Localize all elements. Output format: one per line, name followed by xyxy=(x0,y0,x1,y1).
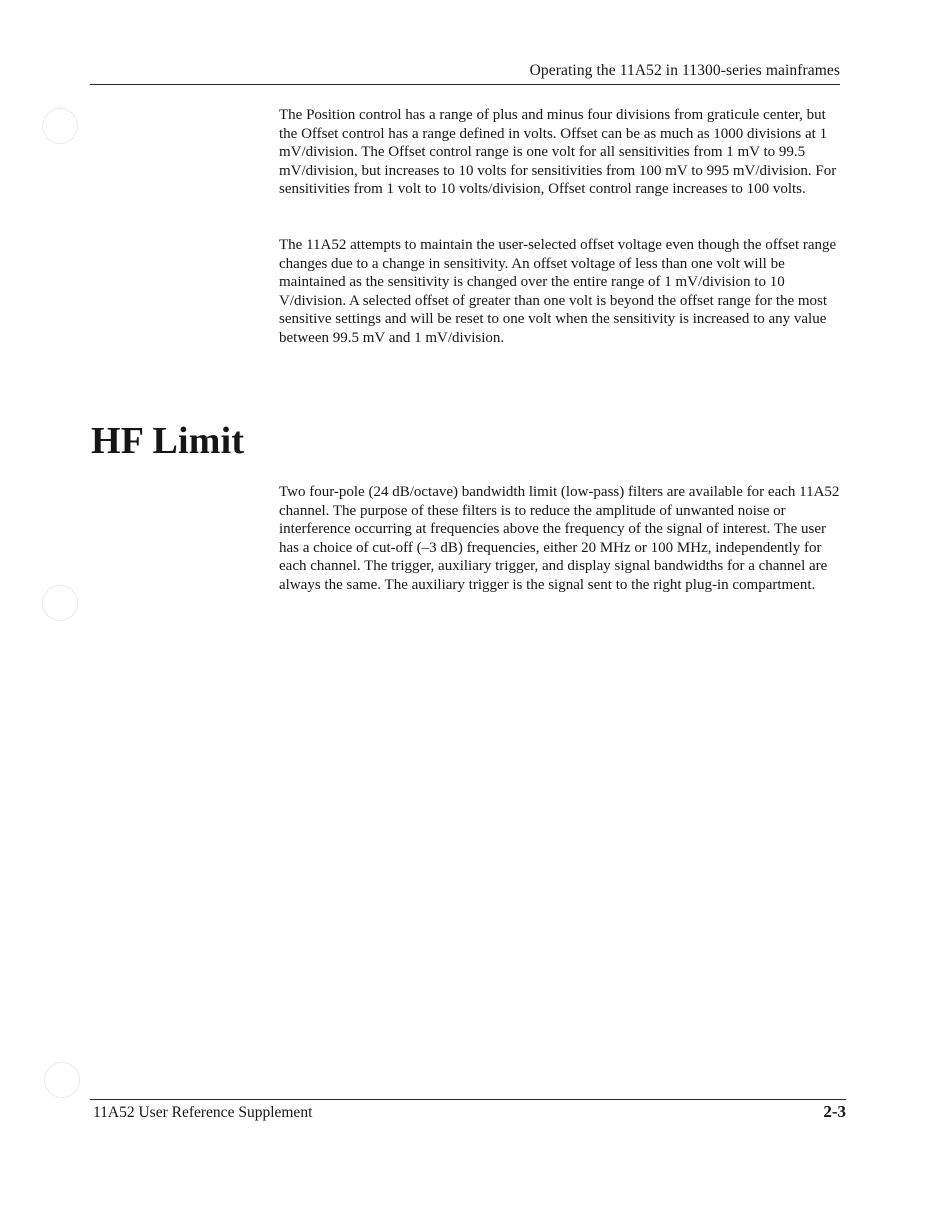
body-paragraph-hf-limit: Two four-pole (24 dB/octave) bandwidth limit (low-pass) filters are available for each 11A52 channel. The purpose of these filters is to reduce the amplitude of unwanted noise or interference occurring at frequencies above the frequency of the signal of interest. The user has a choice of cut-off (–3 dB) frequencies, either 20 MHz or 100 MHz, independently for each channel. The trigger, auxiliary trigger, and display signal bandwidths for a channel are always the same. The auxiliary trigger is the signal sent to the right plug-in compartment. xyxy=(279,484,840,593)
header-rule xyxy=(90,84,840,85)
body-paragraph-offset-range: The Position control has a range of plus and minus four divisions from graticule center, but the Offset control has a range defined in volts. Offset can be as much as 1000 divisions at 1 mV/division. The Offset control range is one volt for all sensitivities from 1 mV to 99.5 mV/division, but increases to 10 volts for sensitivities from 100 mV to 995 mV/division. For sensitivities from 1 volt to 10 volts/division, Offset control range increases to 100 volts. xyxy=(279,107,837,198)
section-heading-hf-limit: HF Limit xyxy=(91,420,245,462)
body-paragraph-offset-maintenance: The 11A52 attempts to maintain the user-selected offset voltage even though the offset range changes due to a change in sensitivity. An offset voltage of less than one volt will be maintained as the sensitivity is changed over the entire range of 1 mV/division to 10 V/division. A selected offset of greater than one volt is beyond the offset range for the most sensitive settings and will be reset to one volt when the sensitivity is increased to any value between 99.5 mV and 1 mV/division. xyxy=(279,237,837,346)
footer-page-number: 2-3 xyxy=(823,1102,846,1121)
footer-rule xyxy=(90,1099,846,1100)
running-header-title: Operating the 11A52 in 11300-series mainframes xyxy=(529,62,840,79)
binder-hole-top xyxy=(42,108,78,144)
binder-hole-bottom xyxy=(44,1062,80,1098)
footer-document-title: 11A52 User Reference Supplement xyxy=(93,1104,313,1121)
binder-hole-middle xyxy=(42,585,78,621)
